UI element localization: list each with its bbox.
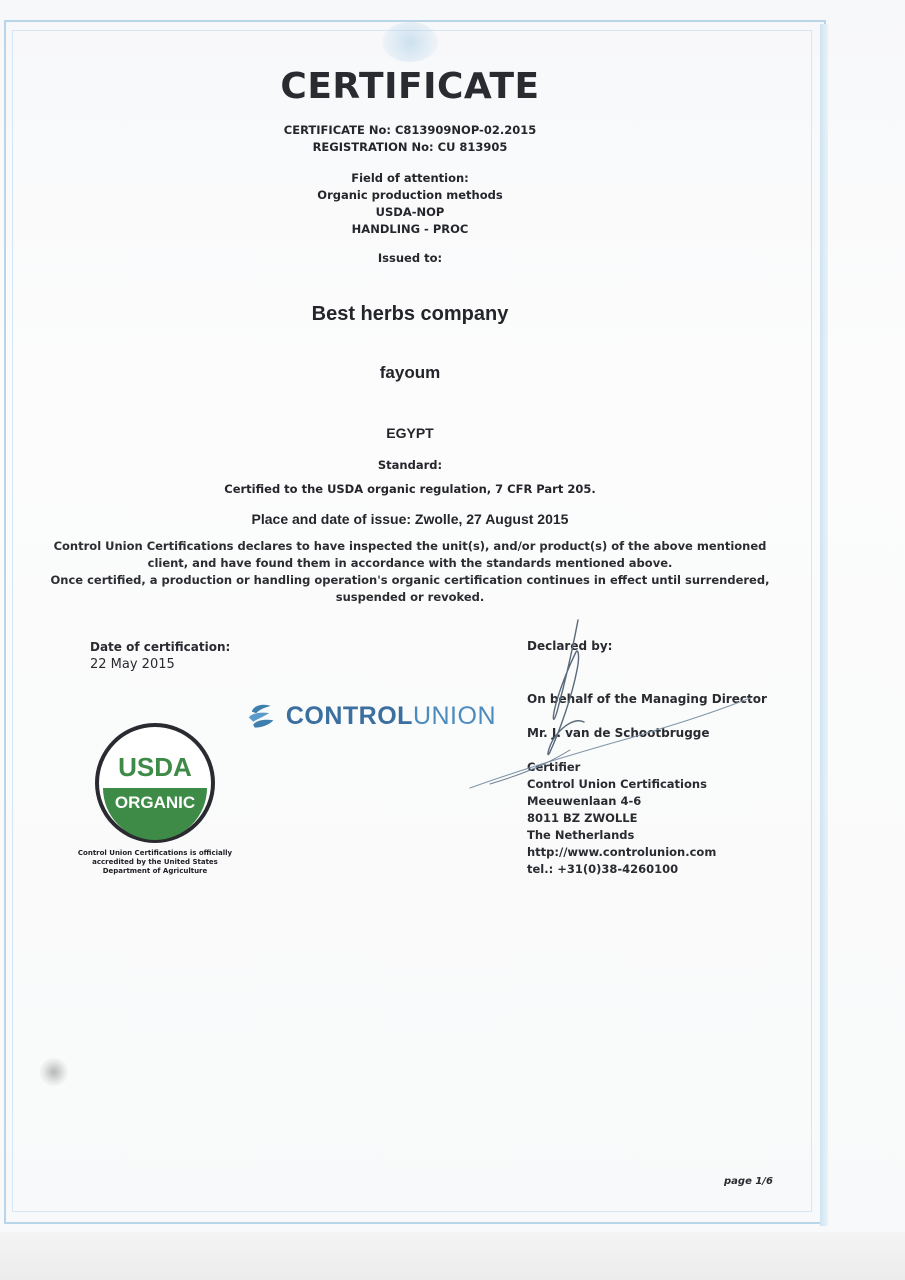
place-and-date-of-issue: Place and date of issue: Zwolle, 27 August 2015 <box>251 511 569 527</box>
inspection-declaration: Control Union Certifications declares to have inspected the unit(s), and/or product(s) of the above mentioned client, and have found them in accordance with the standards mentioned above. <box>53 539 767 570</box>
telephone: tel.: +31(0)38-4260100 <box>527 862 679 876</box>
field-line: USDA-NOP <box>375 205 445 219</box>
address-line: The Netherlands <box>527 828 635 842</box>
certificate-numbers <box>0 122 820 156</box>
address-line: Certifier <box>527 760 581 774</box>
field-line: Organic production methods <box>317 188 503 202</box>
handwritten-signature <box>460 612 760 802</box>
address-line: Meeuwenlaan 4-6 <box>527 794 642 808</box>
page-number: page 1/6 <box>724 1176 773 1187</box>
usda-organic-seal <box>94 722 216 844</box>
field-line: HANDLING - PROC <box>351 222 469 236</box>
svg-text:ORGANIC: ORGANIC <box>114 793 196 812</box>
address-line: Control Union Certifications <box>527 777 707 791</box>
svg-text:USDA: USDA <box>118 752 192 782</box>
date-of-certification-value: 22 May 2015 <box>90 657 175 672</box>
field-of-attention-label: Field of attention: <box>351 171 469 185</box>
scan-bottom-margin <box>0 1232 905 1280</box>
date-of-certification <box>90 639 230 673</box>
on-behalf-text: On behalf of the Managing Director <box>527 692 767 706</box>
issued-to-label: Issued to: <box>377 251 443 265</box>
control-union-wordmark: CONTROLUNION <box>285 701 496 730</box>
certification-validity-statement: Once certified, a production or handling operation's organic certification continues in effect until surrendered, suspended or revoked. <box>50 573 770 604</box>
address-line: 8011 BZ ZWOLLE <box>527 811 638 825</box>
scan-blur-mark <box>382 22 438 62</box>
standard-text: Certified to the USDA organic regulation, 7 CFR Part 205. <box>224 482 596 496</box>
website-link: http://www.controlunion.com <box>527 845 717 859</box>
date-of-certification-label: Date of certification: <box>90 640 231 654</box>
right-border-shadow <box>820 24 828 1226</box>
field-of-attention <box>0 170 820 238</box>
signer-name: Mr. J. van de Schootbrugge <box>527 726 710 740</box>
control-union-swirl-icon <box>246 694 278 738</box>
scan-smudge <box>40 1058 68 1086</box>
certificate-title: CERTIFICATE <box>280 66 540 107</box>
standard-label: Standard: <box>377 458 443 472</box>
company-city: fayoum <box>379 363 441 382</box>
certificate-number: CERTIFICATE No: C813909NOP-02.2015 <box>283 123 537 137</box>
control-union-logo <box>246 694 496 738</box>
declared-by-label: Declared by: <box>527 639 613 653</box>
registration-number: REGISTRATION No: CU 813905 <box>312 140 508 154</box>
company-name: Best herbs company <box>311 303 509 325</box>
usda-accreditation-caption: Control Union Certifications is officially accredited by the United States Department of Agriculture <box>77 849 233 875</box>
company-country: EGYPT <box>386 425 434 441</box>
